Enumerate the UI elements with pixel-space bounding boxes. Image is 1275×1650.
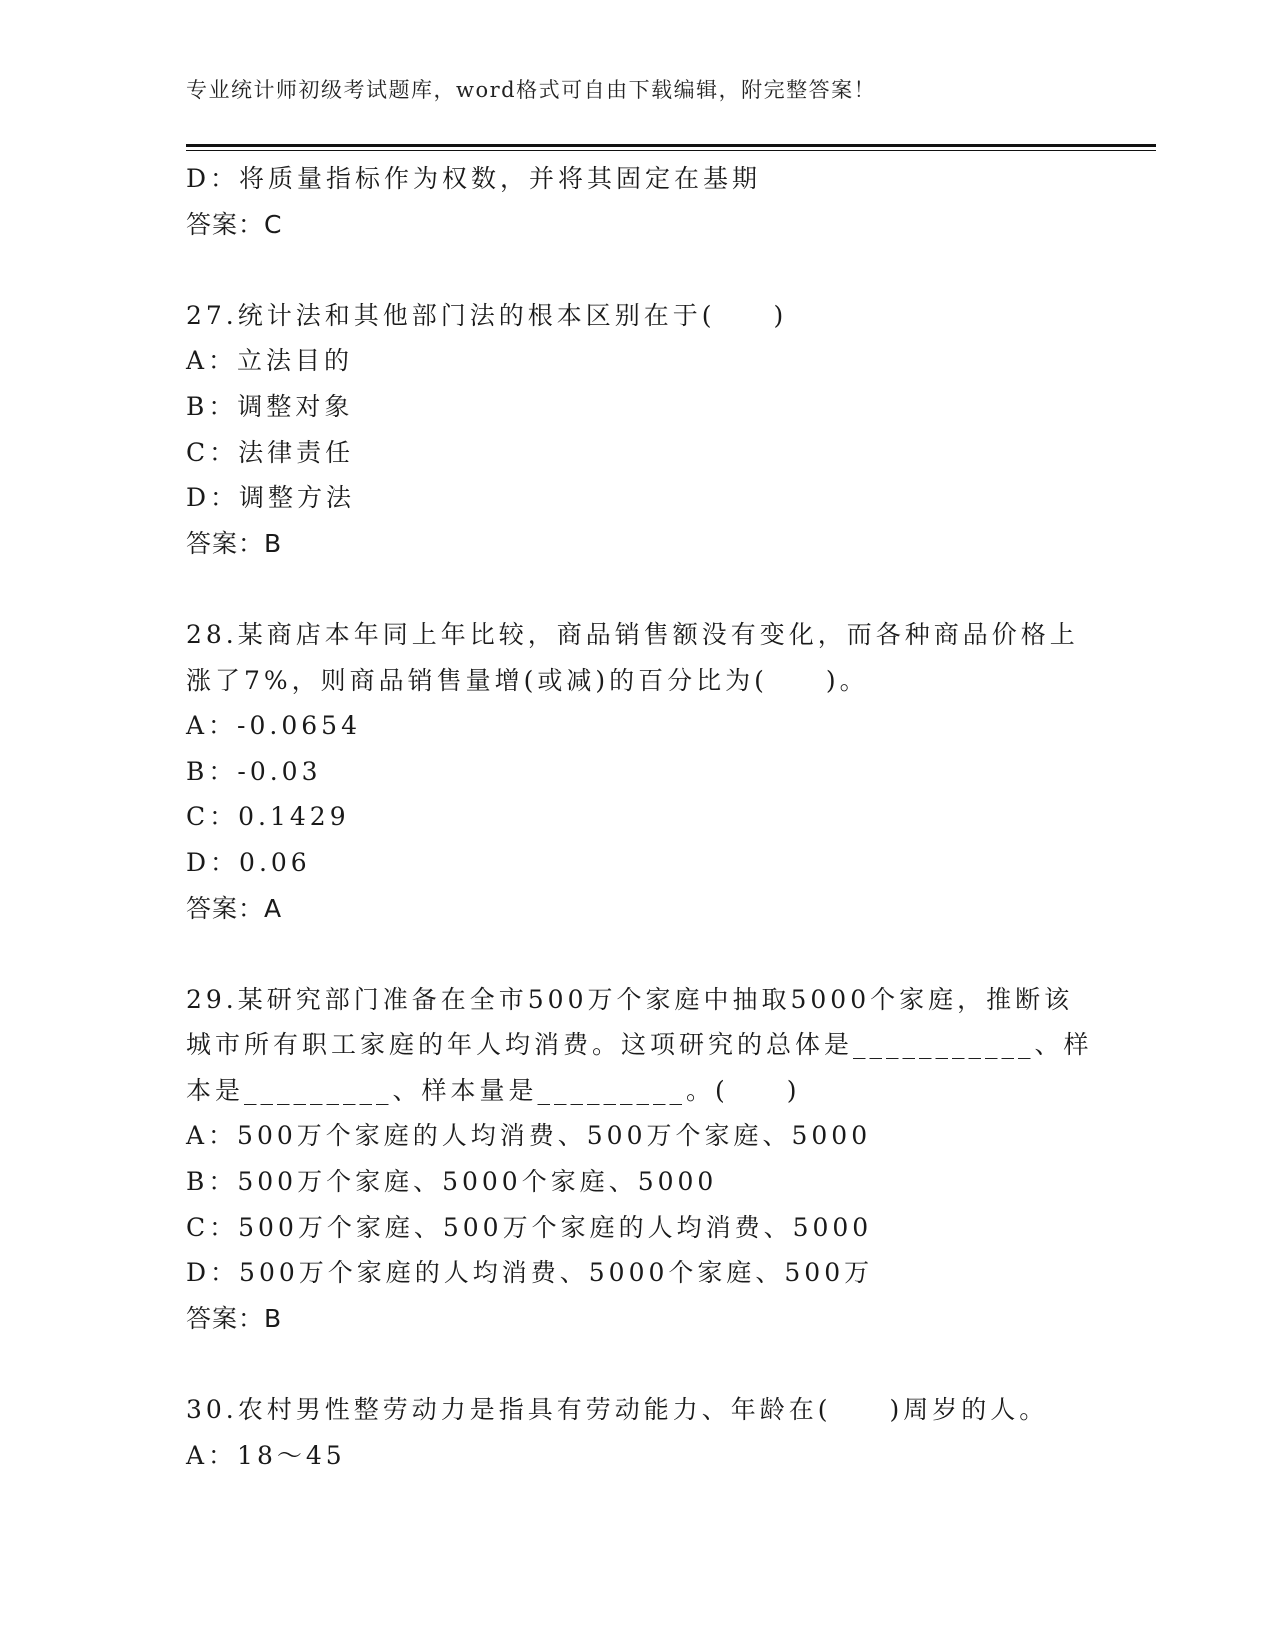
option-c: C：法律责任 [186, 437, 355, 467]
question-27 [186, 293, 1086, 567]
option-d: D：0.06 [186, 847, 311, 877]
option-a: A：-0.0654 [186, 711, 361, 741]
header-rule-thin [186, 150, 1156, 151]
option-d: D：将质量指标作为权数，并将其固定在基期 [186, 164, 762, 193]
question-stem: 城市所有职工家庭的年人均消费。这项研究的总体是___________、样 [186, 1030, 1093, 1060]
page-header: 专业统计师初级考试题库，word格式可自由下载编辑，附完整答案！ [186, 78, 877, 102]
spacer [186, 1341, 1086, 1387]
spacer [186, 931, 1086, 977]
answer: 答案：B [186, 528, 283, 558]
option-b: B：-0.03 [186, 756, 322, 786]
question-stem: 29.某研究部门准备在全市500万个家庭中抽取5000个家庭，推断该 [186, 984, 1074, 1014]
answer: 答案：C [186, 209, 283, 239]
question-stem: 涨了7%，则商品销售量增(或减)的百分比为( )。 [186, 665, 869, 695]
question-29 [186, 977, 1093, 1342]
option-c: C：500万个家庭、500万个家庭的人均消费、5000 [186, 1212, 873, 1242]
spacer [186, 247, 1086, 293]
option-b: B：500万个家庭、5000个家庭、5000 [186, 1167, 718, 1197]
question-content [186, 156, 1093, 1478]
header-rule-thick [186, 144, 1156, 147]
question-stem: 28.某商店本年同上年比较，商品销售额没有变化，而各种商品价格上 [186, 619, 1079, 649]
question-stem: 30.农村男性整劳动力是指具有劳动能力、年龄在( )周岁的人。 [186, 1395, 1049, 1425]
question-stem: 本是_________、样本量是_________。( ) [186, 1075, 801, 1105]
question-stem: 27.统计法和其他部门法的根本区别在于( ) [186, 300, 788, 330]
option-b: B：调整对象 [186, 391, 354, 421]
option-a: A：500万个家庭的人均消费、500万个家庭、5000 [186, 1121, 872, 1151]
spacer [186, 566, 1086, 612]
option-d: D：500万个家庭的人均消费、5000个家庭、500万 [186, 1258, 874, 1288]
answer: 答案：B [186, 1303, 283, 1333]
question-30 [186, 1387, 1086, 1478]
option-a: A：立法目的 [186, 346, 354, 376]
answer: 答案：A [186, 893, 283, 923]
option-d: D：调整方法 [186, 483, 356, 513]
option-a: A：18～45 [186, 1440, 346, 1470]
question-28 [186, 612, 1086, 931]
option-c: C：0.1429 [186, 802, 350, 832]
